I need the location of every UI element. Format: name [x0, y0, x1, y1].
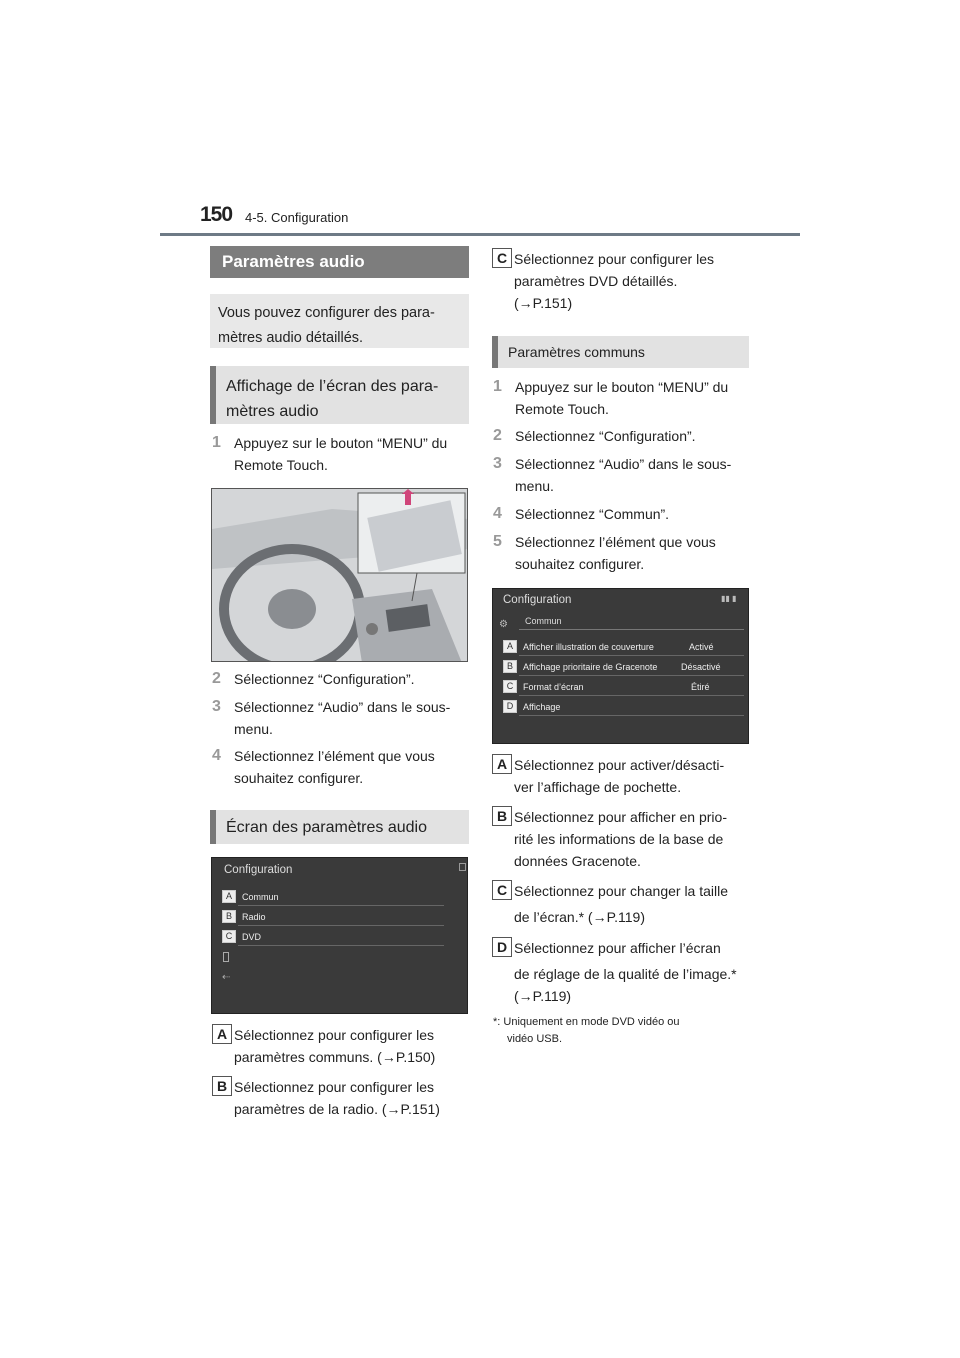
step-text: Remote Touch.: [515, 401, 609, 417]
step-text: Sélectionnez “Audio” dans le sous-: [515, 456, 732, 472]
common-settings-screen: [492, 588, 749, 744]
screen-row-label: Afficher illustration de couverture: [523, 642, 654, 652]
legend-text: Sélectionnez pour configurer les: [234, 1027, 435, 1043]
intro-box: [210, 294, 469, 348]
subsection-screen-text: Écran des paramètres audio: [226, 819, 427, 836]
step-text: Remote Touch.: [234, 457, 328, 473]
screen-row-gracenote[interactable]: [519, 658, 744, 676]
header-rule: [160, 233, 800, 236]
legend-letter: A: [212, 1024, 232, 1044]
legend-c-dvd: [492, 248, 762, 318]
screen-row-format[interactable]: [519, 678, 744, 696]
footnote: [493, 1014, 763, 1048]
legend-letter: B: [492, 806, 512, 826]
step-text: souhaitez configurer.: [234, 770, 364, 786]
screen-badge-a: A: [503, 640, 517, 653]
subsection-display-line-2: mètres audio: [226, 403, 319, 420]
step-number: 2: [493, 427, 502, 444]
legend-text: paramètres de la radio. (→P.151): [234, 1101, 440, 1117]
legend-letter: C: [492, 248, 512, 268]
right-step-3: [493, 453, 753, 497]
legend-text: (→P.151): [514, 295, 573, 311]
gear-icon: ⚙: [499, 619, 508, 630]
legend-b-right: [492, 806, 762, 874]
intro-line-2: mètres audio détaillés.: [218, 330, 364, 346]
legend-text: paramètres DVD détaillés.: [514, 273, 678, 289]
legend-text: (→P.119): [514, 988, 572, 1004]
screen-row-label: Commun: [242, 892, 279, 902]
subsection-screen: [210, 810, 469, 844]
legend-text: rité les informations de la base de: [514, 831, 724, 847]
left-step-3: [212, 696, 472, 740]
intro-line-1: Vous pouvez configurer des para-: [218, 305, 435, 321]
subtitle-divider: [519, 629, 744, 630]
screen-badge-b: B: [222, 910, 236, 923]
screen-row-cover-art[interactable]: [519, 638, 744, 656]
step-text: Sélectionnez “Configuration”.: [515, 428, 696, 444]
screen-row-value: Activé: [689, 642, 714, 652]
screen-badge-c: C: [503, 680, 517, 693]
footnote-line-2: vidéo USB.: [507, 1033, 563, 1045]
status-icons: ▮▮ ▮: [721, 594, 737, 603]
footnote-line-1: *: Uniquement en mode DVD vidéo ou: [493, 1016, 680, 1028]
legend-a-left: [212, 1024, 482, 1070]
console-drawing: [212, 489, 468, 662]
screen-row-radio[interactable]: [238, 908, 444, 926]
screen-badge-d: D: [503, 700, 517, 713]
right-step-2: [493, 425, 753, 447]
section-title-audio-text: Paramètres audio: [222, 252, 365, 271]
subsection-display-line-1: Affichage de l’écran des para-: [226, 378, 439, 395]
step-text: souhaitez configurer.: [515, 556, 645, 572]
step-number: 4: [493, 505, 502, 522]
step-text: menu.: [515, 478, 554, 494]
subsection-common: [492, 336, 749, 368]
step-number: 2: [212, 670, 221, 687]
legend-text: Sélectionnez pour afficher en prio-: [514, 809, 727, 825]
screen-row-display[interactable]: [519, 698, 744, 716]
usb-icon: ⇠: [222, 972, 231, 983]
screen-row-label: Affichage prioritaire de Gracenote: [523, 662, 658, 672]
step-text: Sélectionnez “Configuration”.: [234, 671, 415, 687]
legend-text: paramètres communs. (→P.150): [234, 1049, 436, 1065]
step-number: 1: [493, 378, 502, 395]
left-step-1: [212, 432, 472, 476]
legend-letter: A: [492, 754, 512, 774]
legend-d-right: [492, 937, 762, 1009]
left-step-2: [212, 668, 472, 690]
screen-row-label: Radio: [242, 912, 266, 922]
step-text: Sélectionnez “Commun”.: [515, 506, 670, 522]
step-text: menu.: [234, 721, 273, 737]
page-number: 150: [200, 203, 233, 226]
step-number: 3: [493, 455, 502, 472]
section-title-audio: [210, 246, 469, 278]
screen-badge-c: C: [222, 930, 236, 943]
screen-row-commun[interactable]: [238, 888, 444, 906]
screen-row-dvd[interactable]: [238, 928, 444, 946]
subsection-display: [210, 366, 469, 424]
legend-text: de réglage de la qualité de l’image.*: [514, 966, 737, 982]
step-number: 5: [493, 533, 502, 550]
legend-text: ver l’affichage de pochette.: [514, 779, 682, 795]
step-text: Sélectionnez “Audio” dans le sous-: [234, 699, 451, 715]
step-number: 4: [212, 747, 221, 764]
step-text: Appuyez sur le bouton “MENU” du: [515, 379, 729, 395]
legend-letter: D: [492, 937, 512, 957]
screen-row-label: Affichage: [523, 702, 561, 712]
legend-text: données Gracenote.: [514, 853, 641, 869]
legend-letter: C: [492, 880, 512, 900]
screen-subtitle: Commun: [525, 616, 562, 626]
screen-row-value: Étiré: [691, 682, 710, 692]
section-header: 4-5. Configuration: [245, 210, 349, 225]
legend-text: Sélectionnez pour changer la taille: [514, 883, 729, 899]
legend-a-right: [492, 754, 762, 800]
screen-corner-icon: [459, 863, 466, 871]
screen-title: Configuration: [503, 594, 572, 606]
step-text: Sélectionnez l’élément que vous: [515, 534, 716, 550]
legend-text: de l’écran.* (→P.119): [514, 909, 645, 925]
screen-badge-b: B: [503, 660, 517, 673]
legend-b-left: [212, 1076, 482, 1122]
step-text: Sélectionnez l’élément que vous: [234, 748, 435, 764]
audio-settings-screen: [211, 857, 468, 1014]
screen-row-label: Format d’écran: [523, 682, 584, 692]
screen-row-label: DVD: [242, 932, 262, 942]
step-number: 3: [212, 698, 221, 715]
right-step-4: [493, 503, 753, 525]
legend-text: Sélectionnez pour afficher l’écran: [514, 940, 721, 956]
legend-text: Sélectionnez pour activer/désacti-: [514, 757, 725, 773]
phone-icon: [223, 952, 229, 962]
screen-title: Configuration: [224, 864, 293, 876]
right-step-1: [493, 376, 753, 420]
console-illustration: [211, 488, 468, 662]
screen-badge-a: A: [222, 890, 236, 903]
step-number: 1: [212, 434, 221, 451]
right-step-5: [493, 531, 753, 575]
left-step-4: [212, 745, 472, 789]
subsection-common-text: Paramètres communs: [508, 344, 645, 360]
legend-letter: B: [212, 1076, 232, 1096]
legend-c-right: [492, 880, 762, 928]
legend-text: Sélectionnez pour configurer les: [514, 251, 715, 267]
legend-text: Sélectionnez pour configurer les: [234, 1079, 435, 1095]
step-text: Appuyez sur le bouton “MENU” du: [234, 435, 448, 451]
screen-row-value: Désactivé: [681, 662, 721, 672]
